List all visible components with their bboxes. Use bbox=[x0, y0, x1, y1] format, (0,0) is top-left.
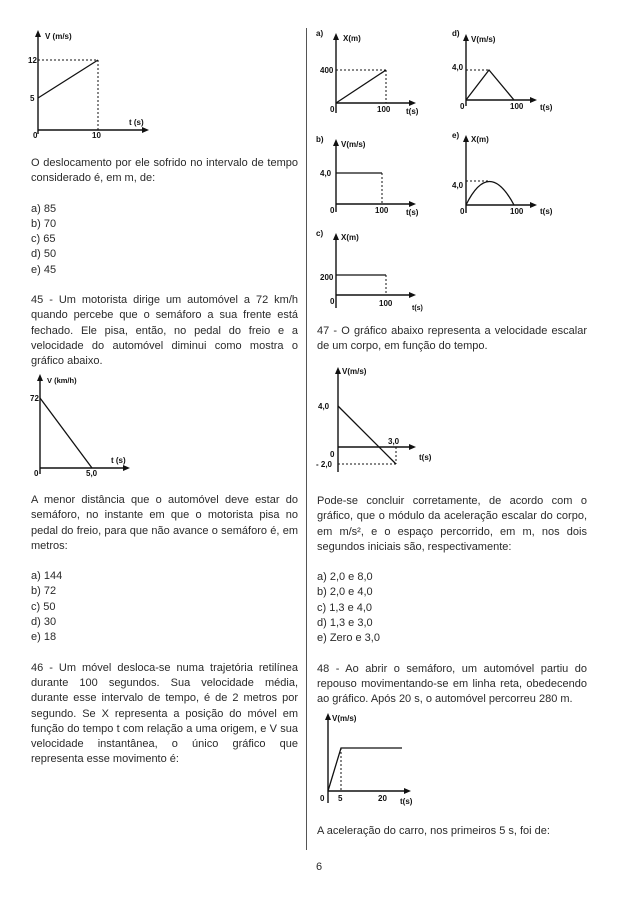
series-line bbox=[466, 70, 514, 100]
velocity-time-chart bbox=[28, 28, 153, 138]
x-axis-arrow bbox=[530, 202, 537, 208]
option: a) 144 bbox=[31, 570, 63, 583]
x-axis-label: t(s) bbox=[412, 305, 423, 312]
tick-label: 0 bbox=[330, 105, 335, 114]
y-axis-label: V(m/s) bbox=[342, 367, 367, 376]
series-line bbox=[336, 70, 386, 103]
x-axis-arrow bbox=[409, 201, 416, 207]
tick-label: 0 bbox=[330, 450, 335, 459]
tick-label: 200 bbox=[320, 273, 334, 282]
tick-label: 4,0 bbox=[452, 181, 464, 190]
x-axis-label: t(s) bbox=[540, 207, 553, 216]
x-axis-arrow bbox=[409, 292, 416, 298]
x-axis-label: t(s) bbox=[540, 103, 553, 112]
y-axis-arrow bbox=[37, 374, 43, 381]
tick-label: 4,0 bbox=[452, 63, 464, 72]
question-47-after bbox=[317, 494, 587, 555]
x-axis-arrow bbox=[409, 100, 416, 106]
y-axis-label: V (m/s) bbox=[45, 32, 72, 41]
option-graph-e bbox=[452, 130, 562, 220]
tick-label: 10 bbox=[92, 131, 101, 140]
tick-label: 4,0 bbox=[320, 169, 332, 178]
tick-label: 3,0 bbox=[388, 437, 400, 446]
option: a) 2,0 e 8,0 bbox=[317, 571, 373, 584]
option: d) 1,3 e 3,0 bbox=[317, 617, 373, 630]
option-graph-d bbox=[452, 28, 562, 120]
x-axis-arrow bbox=[530, 97, 537, 103]
series-line bbox=[40, 398, 92, 468]
question-47-stem: 47 - O gráfico abaixo representa a velocidade escalar de um corpo, em função do tempo. bbox=[317, 325, 587, 353]
question-46-stem: 46 - Um móvel desloca-se numa trajetória retilínea durante 100 segundos. Sua velocidade média, durante esse intervalo de tempo, é de 2 metros por segundo. Se X representa a posição do móvel em função do tempo t com relação a uma origem, e V sua velocidade instantânea, o único gráfico que representa esse movimento é: bbox=[31, 661, 298, 766]
y-axis-arrow bbox=[463, 135, 469, 142]
option: b) 72 bbox=[31, 585, 57, 598]
y-axis-label: X(m) bbox=[343, 34, 361, 43]
panel-label: c) bbox=[316, 229, 324, 238]
question-text bbox=[31, 493, 298, 768]
question-text bbox=[31, 156, 298, 370]
option: e) Zero e 3,0 bbox=[317, 632, 380, 645]
column-divider bbox=[306, 28, 307, 850]
y-axis-label: V(m/s) bbox=[471, 35, 496, 44]
question-45-stem: 45 - Um motorista dirige um automóvel a 72 km/h quando percebe que o semáforo a sua frente está fechado. Ele pisa, então, no pedal do freio e a velocidade do automóvel diminui como mostra o gráfico abaixo. bbox=[31, 294, 298, 368]
series-line bbox=[338, 406, 396, 464]
tick-label: 0 bbox=[320, 794, 325, 803]
tick-label: 0 bbox=[34, 469, 39, 478]
y-axis-arrow bbox=[333, 233, 339, 240]
x-axis-label: t (s) bbox=[129, 118, 144, 127]
velocity-time-chart-q48 bbox=[316, 708, 426, 806]
tick-label: - 2,0 bbox=[316, 460, 333, 469]
tick-label: 5,0 bbox=[86, 469, 98, 478]
tick-label: 100 bbox=[510, 102, 524, 111]
question-48-stem: 48 - Ao abrir o semáforo, um automóvel partiu do repouso movimentando-se em linha reta, obedecendo ao gráfico. Após 20 s, o automóvel percorreu 280 m. bbox=[317, 662, 587, 706]
option: d) 30 bbox=[31, 616, 57, 629]
velocity-time-chart-q45 bbox=[30, 372, 140, 480]
y-axis-label: X(m) bbox=[341, 233, 359, 242]
velocity-time-chart-q47 bbox=[316, 364, 436, 474]
x-axis-arrow bbox=[404, 788, 411, 794]
option-graph-c bbox=[316, 228, 426, 315]
x-axis-label: t (s) bbox=[111, 456, 126, 465]
x-axis-arrow bbox=[142, 127, 149, 133]
tick-label: 5 bbox=[30, 94, 35, 103]
option: b) 2,0 e 4,0 bbox=[317, 586, 373, 599]
tick-label: 100 bbox=[375, 206, 389, 215]
tick-label: 0 bbox=[460, 102, 465, 111]
tick-label: 5 bbox=[338, 794, 343, 803]
tick-label: 400 bbox=[320, 66, 334, 75]
y-axis-label: V(m/s) bbox=[332, 714, 357, 723]
x-axis-label: t(s) bbox=[400, 797, 413, 806]
option-graph-b bbox=[316, 134, 426, 219]
y-axis-arrow bbox=[333, 139, 339, 146]
y-axis-arrow bbox=[325, 713, 331, 720]
tick-label: 100 bbox=[510, 207, 524, 216]
tick-label: 0 bbox=[460, 207, 465, 216]
option: c) 65 bbox=[31, 233, 56, 246]
y-axis-arrow bbox=[35, 30, 41, 37]
series-line bbox=[328, 748, 402, 791]
tick-label: 0 bbox=[33, 131, 38, 140]
option: e) 45 bbox=[31, 263, 57, 276]
y-axis-arrow bbox=[335, 367, 341, 374]
y-axis-arrow bbox=[463, 34, 469, 41]
page-number: 6 bbox=[315, 861, 323, 873]
x-axis-arrow bbox=[123, 465, 130, 471]
text-line: Pode-se concluir corretamente, de acordo com o bbox=[317, 495, 587, 507]
y-axis-label: V(m/s) bbox=[341, 140, 366, 149]
y-axis-arrow bbox=[333, 33, 339, 40]
tick-label: 12 bbox=[28, 56, 37, 65]
option: c) 50 bbox=[31, 600, 56, 613]
tick-label: 100 bbox=[379, 299, 393, 308]
panel-label: a) bbox=[316, 29, 324, 38]
tick-label: 0 bbox=[330, 206, 335, 215]
question-stem: O deslocamento por ele sofrido no intervalo de tempo considerado é, em m, de: bbox=[31, 157, 298, 185]
tick-label: 100 bbox=[377, 105, 391, 114]
panel-label: b) bbox=[316, 135, 324, 144]
question-45-after: A menor distância que o automóvel deve estar do semáforo, no instante em que o motorista pisa no pedal do freio, para que não avance o semáforo é, em metros: bbox=[31, 494, 298, 552]
option: b) 70 bbox=[31, 217, 57, 230]
tick-label: 4,0 bbox=[318, 402, 330, 411]
option: c) 1,3 e 4,0 bbox=[317, 601, 373, 614]
question-text bbox=[317, 494, 587, 708]
x-axis-label: t(s) bbox=[406, 107, 419, 116]
option: a) 85 bbox=[31, 202, 57, 215]
x-axis-label: t(s) bbox=[419, 453, 432, 462]
panel-label: e) bbox=[452, 131, 460, 140]
y-axis-label: V (km/h) bbox=[47, 376, 77, 385]
text-line: gráfico, que o módulo da aceleração escalar do corpo, bbox=[317, 510, 587, 523]
tick-label: 72 bbox=[30, 394, 39, 403]
text-line: segundos iniciais são, respectivamente: bbox=[317, 540, 512, 553]
question-48-after: A aceleração do carro, nos primeiros 5 s, foi de: bbox=[317, 825, 550, 837]
option: d) 50 bbox=[31, 248, 57, 261]
tick-label: 20 bbox=[378, 794, 387, 803]
tick-label: 0 bbox=[330, 297, 335, 306]
x-axis-label: t(s) bbox=[406, 208, 419, 217]
y-axis-label: X(m) bbox=[471, 135, 489, 144]
panel-label: d) bbox=[452, 29, 460, 38]
x-axis-arrow bbox=[409, 444, 416, 450]
option: e) 18 bbox=[31, 631, 57, 644]
series-line bbox=[38, 60, 98, 98]
series-line bbox=[466, 182, 514, 206]
text-line: em m/s², e o espaço percorrido, em m, nos dois bbox=[317, 525, 587, 538]
option-graph-a bbox=[316, 28, 426, 120]
